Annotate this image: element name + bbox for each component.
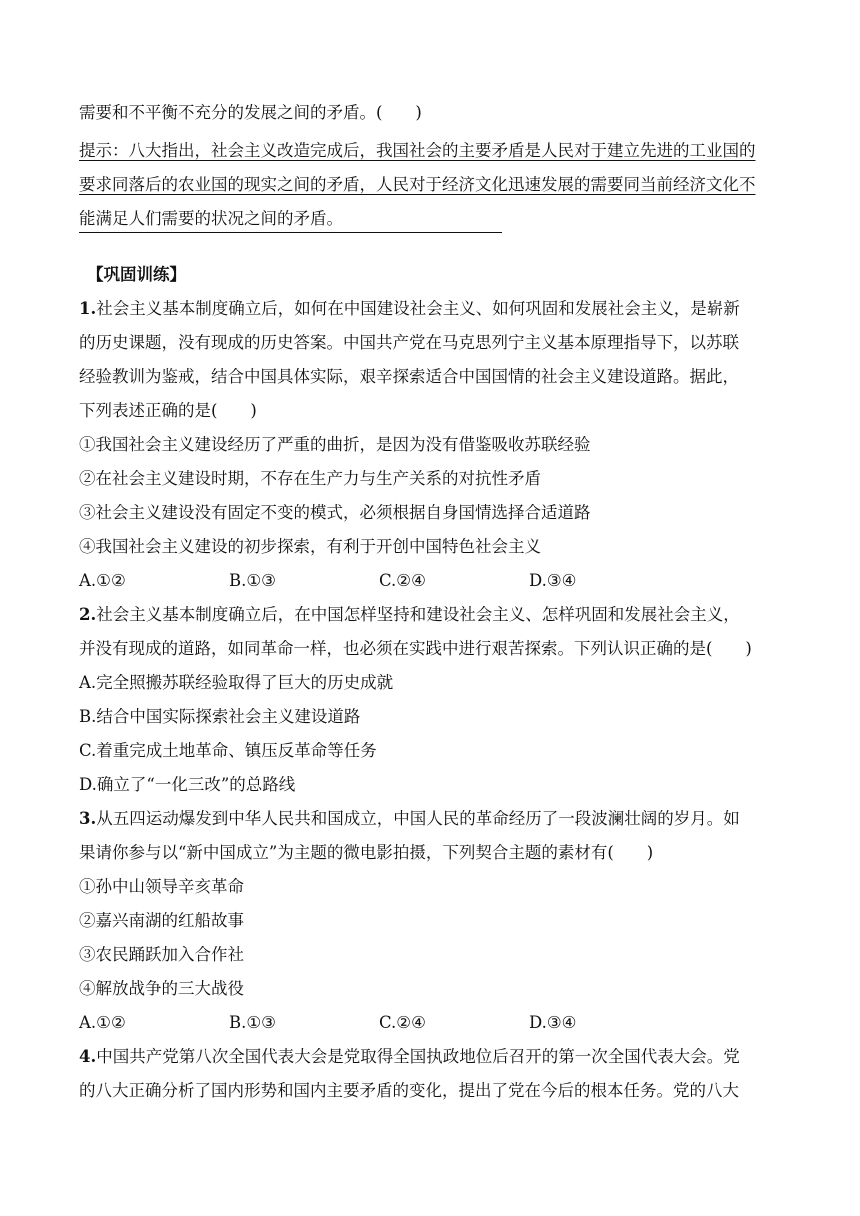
option-b: B.①③ (229, 1013, 276, 1032)
question-line: 经验教训为鉴戒，结合中国具体实际，艰辛探索适合中国国情的社会主义建设道路。据此， (79, 367, 739, 386)
hint-line: 提示：八大指出，社会主义改造完成后，我国社会的主要矛盾是人民对于建立先进的工业国的 (79, 141, 756, 160)
option-a: A.①② (79, 1013, 126, 1032)
option-b: B.①③ (229, 571, 276, 590)
question-line: 3.从五四运动爆发到中华人民共和国成立，中国人民的革命经历了一段波澜壮阔的岁月。如 (79, 809, 740, 828)
choice-c: C.着重完成土地革命、镇压反革命等任务 (79, 741, 377, 760)
question-line: 果请你参与以“新中国成立”为主题的微电影拍摄，下列契合主题的素材有( ) (79, 843, 654, 862)
question-number: 3. (79, 809, 97, 828)
statement-item: ②在社会主义建设时期，不存在生产力与生产关系的对抗性矛盾 (79, 469, 541, 488)
question-line: 的历史课题，没有现成的历史答案。中国共产党在马克思列宁主义基本原理指导下，以苏联 (79, 333, 739, 352)
document-page (79, 96, 785, 1108)
statement-item: ④解放战争的三大战役 (79, 979, 244, 998)
answer-options (79, 1006, 785, 1040)
option-c: C.②④ (379, 1013, 426, 1032)
choice-a: A.完全照搬苏联经验取得了巨大的历史成就 (79, 673, 394, 692)
question-line: 并没有现成的道路，如同革命一样，也必须在实践中进行艰苦探索。下列认识正确的是( ) (79, 639, 752, 658)
option-a: A.①② (79, 571, 126, 590)
question-number: 2. (79, 605, 97, 624)
question-line: 的八大正确分析了国内形势和国内主要矛盾的变化，提出了党在今后的根本任务。党的八大 (79, 1081, 739, 1100)
option-d: D.③④ (529, 1013, 577, 1032)
question-number: 1. (79, 299, 97, 318)
option-d: D.③④ (529, 571, 577, 590)
option-c: C.②④ (379, 571, 426, 590)
hint-line-last: 能满足人们需要的状况之间的矛盾。 (79, 202, 785, 236)
intro-line: 需要和不平衡不充分的发展之间的矛盾。( ) (79, 103, 422, 122)
question-number: 4. (79, 1047, 97, 1066)
question-1 (79, 292, 785, 598)
choice-b: B.结合中国实际探索社会主义建设道路 (79, 707, 361, 726)
choice-d: D.确立了“一化三改”的总路线 (79, 775, 296, 794)
section-title: 【巩固训练】 (87, 265, 186, 284)
question-line: 1.社会主义基本制度确立后，如何在中国建设社会主义、如何巩固和发展社会主义，是崭新 (79, 299, 740, 318)
question-4 (79, 1040, 785, 1108)
question-line: 2.社会主义基本制度确立后，在中国怎样坚持和建设社会主义、怎样巩固和发展社会主义， (79, 605, 740, 624)
question-2 (79, 598, 785, 802)
hint-line: 要求同落后的农业国的现实之间的矛盾，人民对于经济文化迅速发展的需要同当前经济文化不 (79, 175, 756, 194)
question-line: 下列表述正确的是( ) (79, 401, 257, 420)
statement-item: ④我国社会主义建设的初步探索，有利于开创中国特色社会主义 (79, 537, 541, 556)
statement-item: ③社会主义建设没有固定不变的模式，必须根据自身国情选择合适道路 (79, 503, 591, 522)
statement-item: ①我国社会主义建设经历了严重的曲折，是因为没有借鉴吸收苏联经验 (79, 435, 591, 454)
question-3 (79, 802, 785, 1040)
statement-item: ①孙中山领导辛亥革命 (79, 877, 244, 896)
answer-options (79, 564, 785, 598)
question-line: 4.中国共产党第八次全国代表大会是党取得全国执政地位后召开的第一次全国代表大会。党 (79, 1047, 740, 1066)
statement-item: ②嘉兴南湖的红船故事 (79, 911, 244, 930)
statement-item: ③农民踊跃加入合作社 (79, 945, 244, 964)
hint-block (79, 134, 785, 236)
